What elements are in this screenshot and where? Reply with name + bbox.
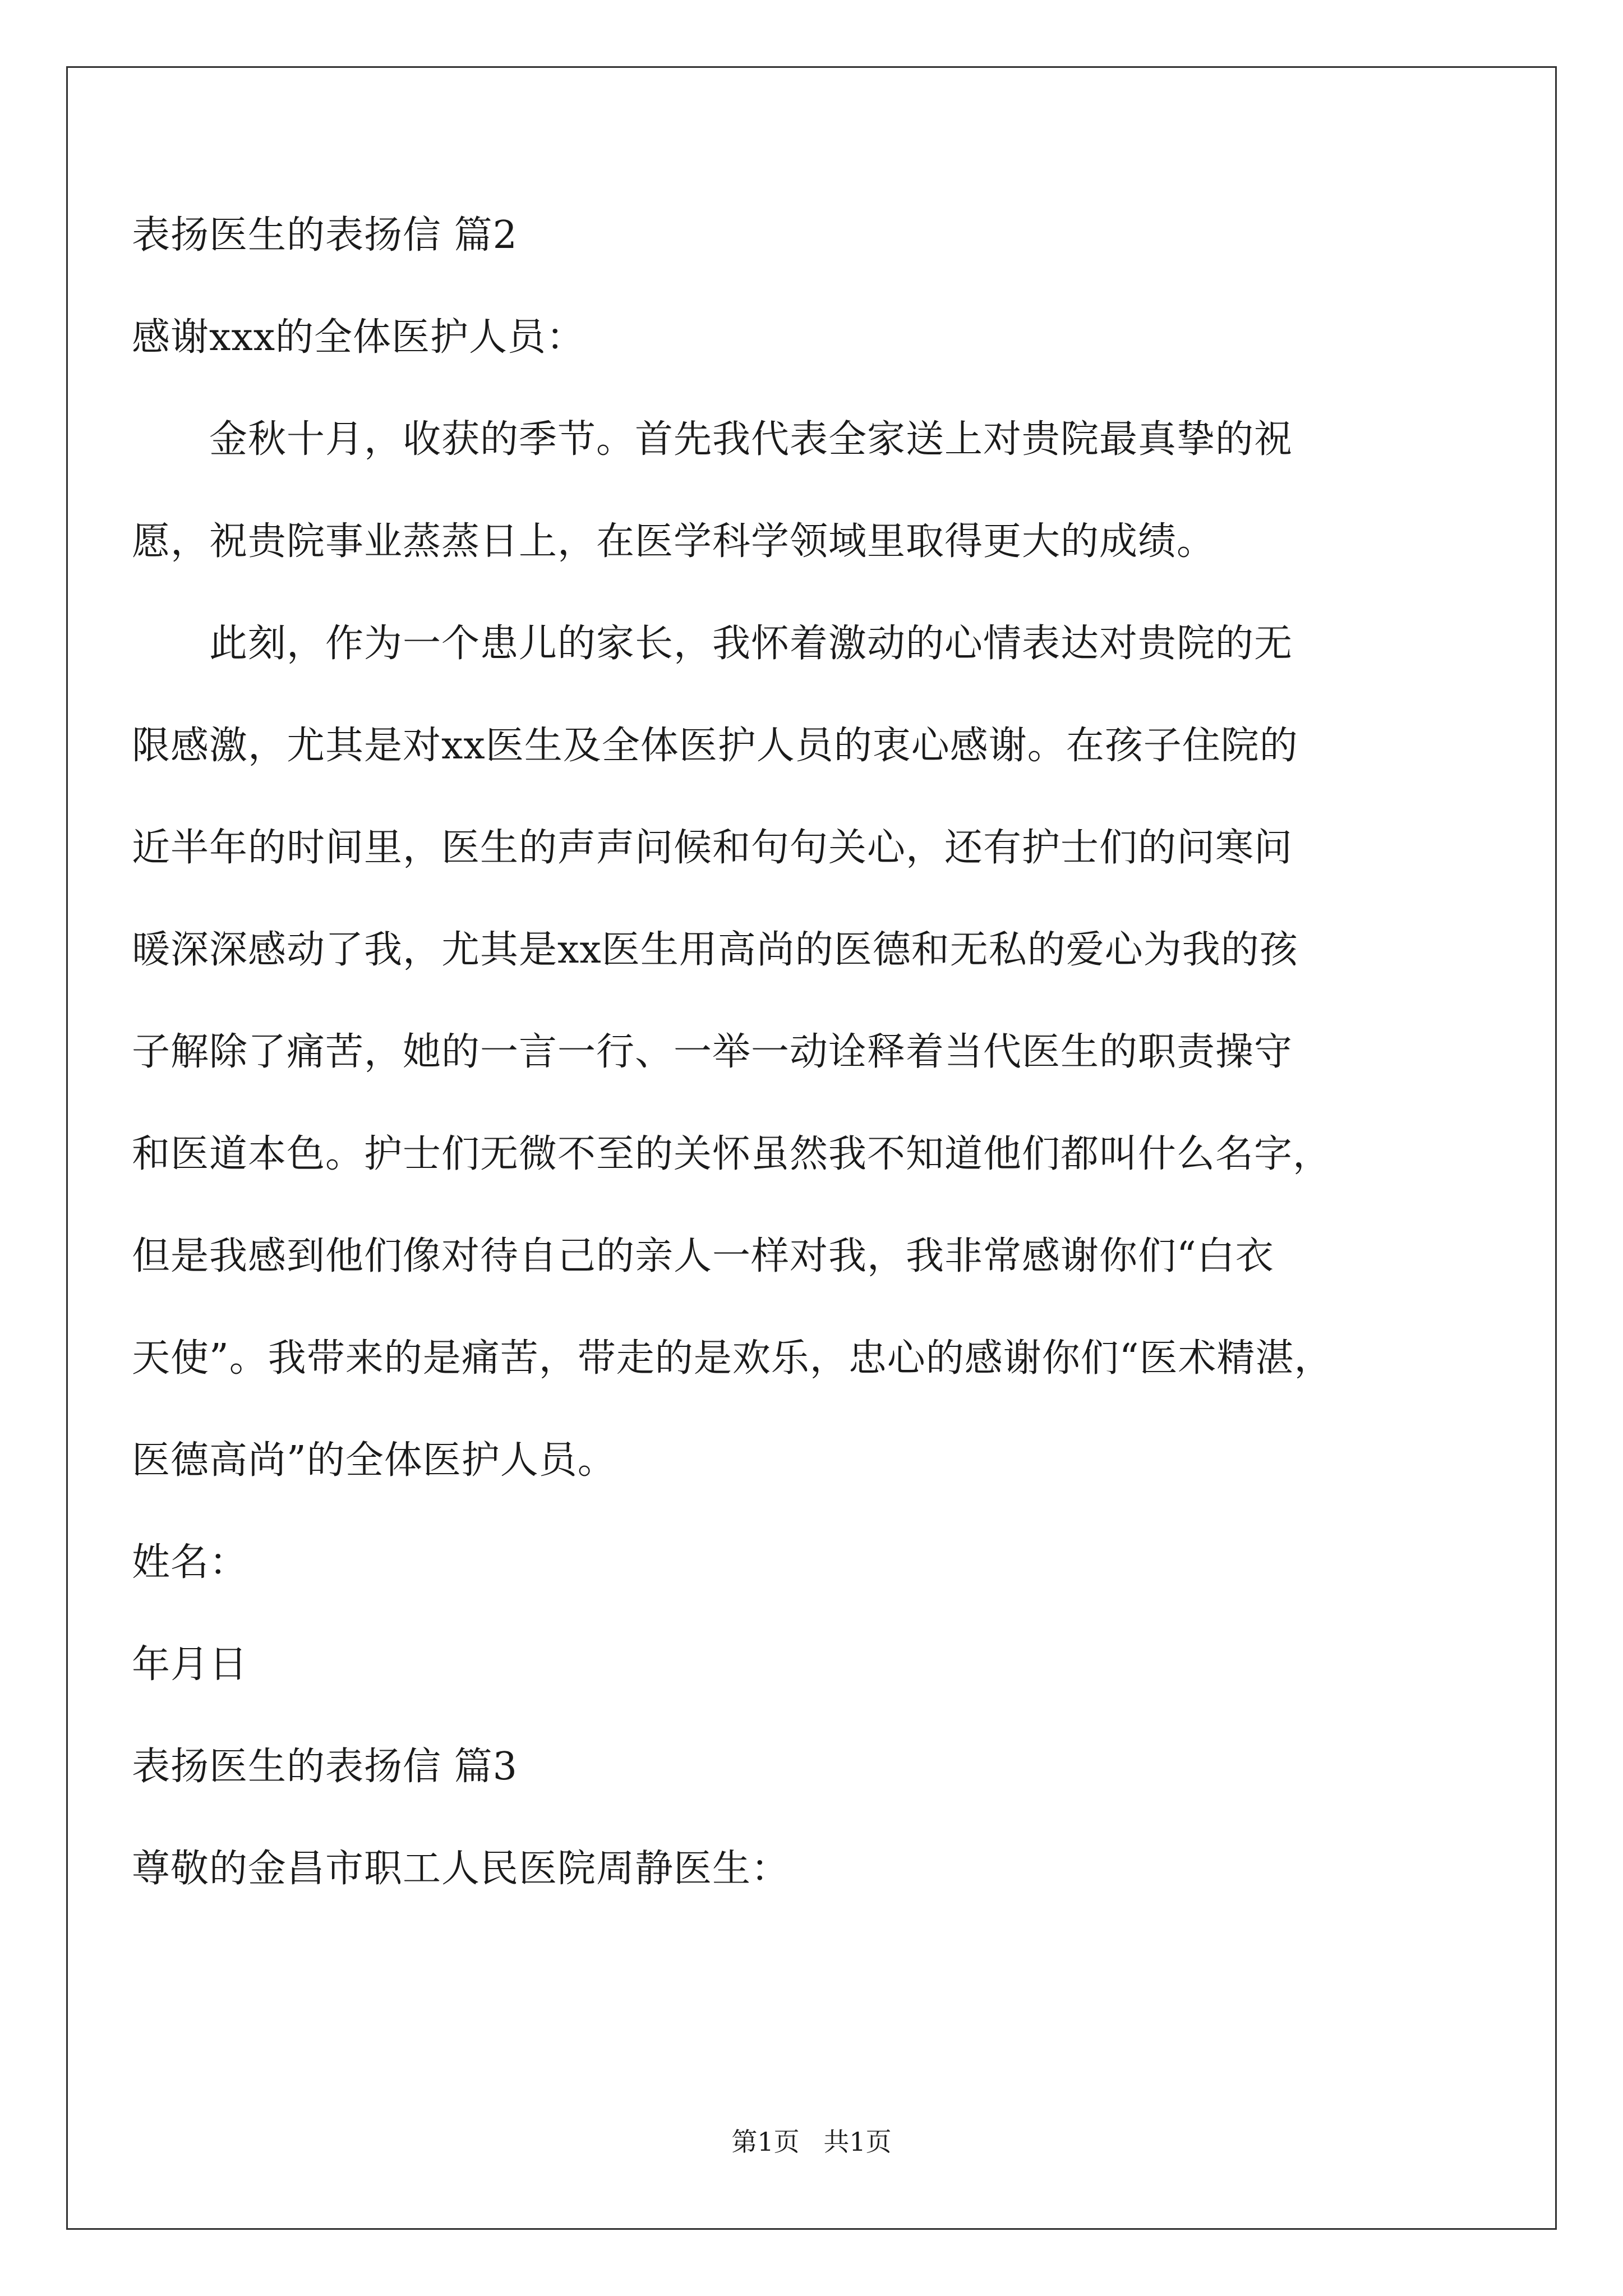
paragraph-line: 金秋十月，收获的季节。首先我代表全家送上对贵院最真挚的祝 <box>132 417 1293 462</box>
document-body <box>132 213 1467 1892</box>
salutation: 感谢xxx的全体医护人员： <box>132 315 585 360</box>
section-heading: 表扬医生的表扬信 篇2 <box>132 213 518 257</box>
salutation: 尊敬的金昌市职工人民医院周静医生： <box>132 1847 790 1891</box>
paragraph-line: 和医道本色。护士们无微不至的关怀虽然我不知道他们都叫什么名字， <box>132 1132 1332 1176</box>
paragraph-line: 近半年的时间里，医生的声声问候和句句关心，还有护士们的问寒问 <box>132 826 1293 870</box>
paragraph-line: 限感激，尤其是对xx医生及全体医护人员的衷心感谢。在孩子住院的 <box>132 724 1298 768</box>
page-total: 共1页 <box>823 2127 892 2157</box>
signature-name: 姓名： <box>132 1540 248 1585</box>
page-footer <box>0 2125 1623 2159</box>
paragraph-line: 天使”。我带来的是痛苦，带走的是欢乐，忠心的感谢你们“医术精湛， <box>132 1336 1333 1381</box>
page-number: 第1页 <box>731 2127 800 2157</box>
section-heading: 表扬医生的表扬信 篇3 <box>132 1745 518 1789</box>
paragraph-line: 此刻，作为一个患儿的家长，我怀着激动的心情表达对贵院的无 <box>132 622 1293 666</box>
paragraph-line: 医德高尚”的全体医护人员。 <box>132 1438 616 1483</box>
paragraph-line: 暖深深感动了我，尤其是xx医生用高尚的医德和无私的爱心为我的孩 <box>132 928 1298 972</box>
signature-date: 年月日 <box>132 1642 248 1687</box>
paragraph-line: 子解除了痛苦，她的一言一行、一举一动诠释着当代医生的职责操守 <box>132 1030 1293 1074</box>
paragraph-line: 愿，祝贵院事业蒸蒸日上，在医学科学领域里取得更大的成绩。 <box>132 519 1216 564</box>
paragraph-line: 但是我感到他们像对待自己的亲人一样对我，我非常感谢你们“白衣 <box>132 1234 1274 1278</box>
